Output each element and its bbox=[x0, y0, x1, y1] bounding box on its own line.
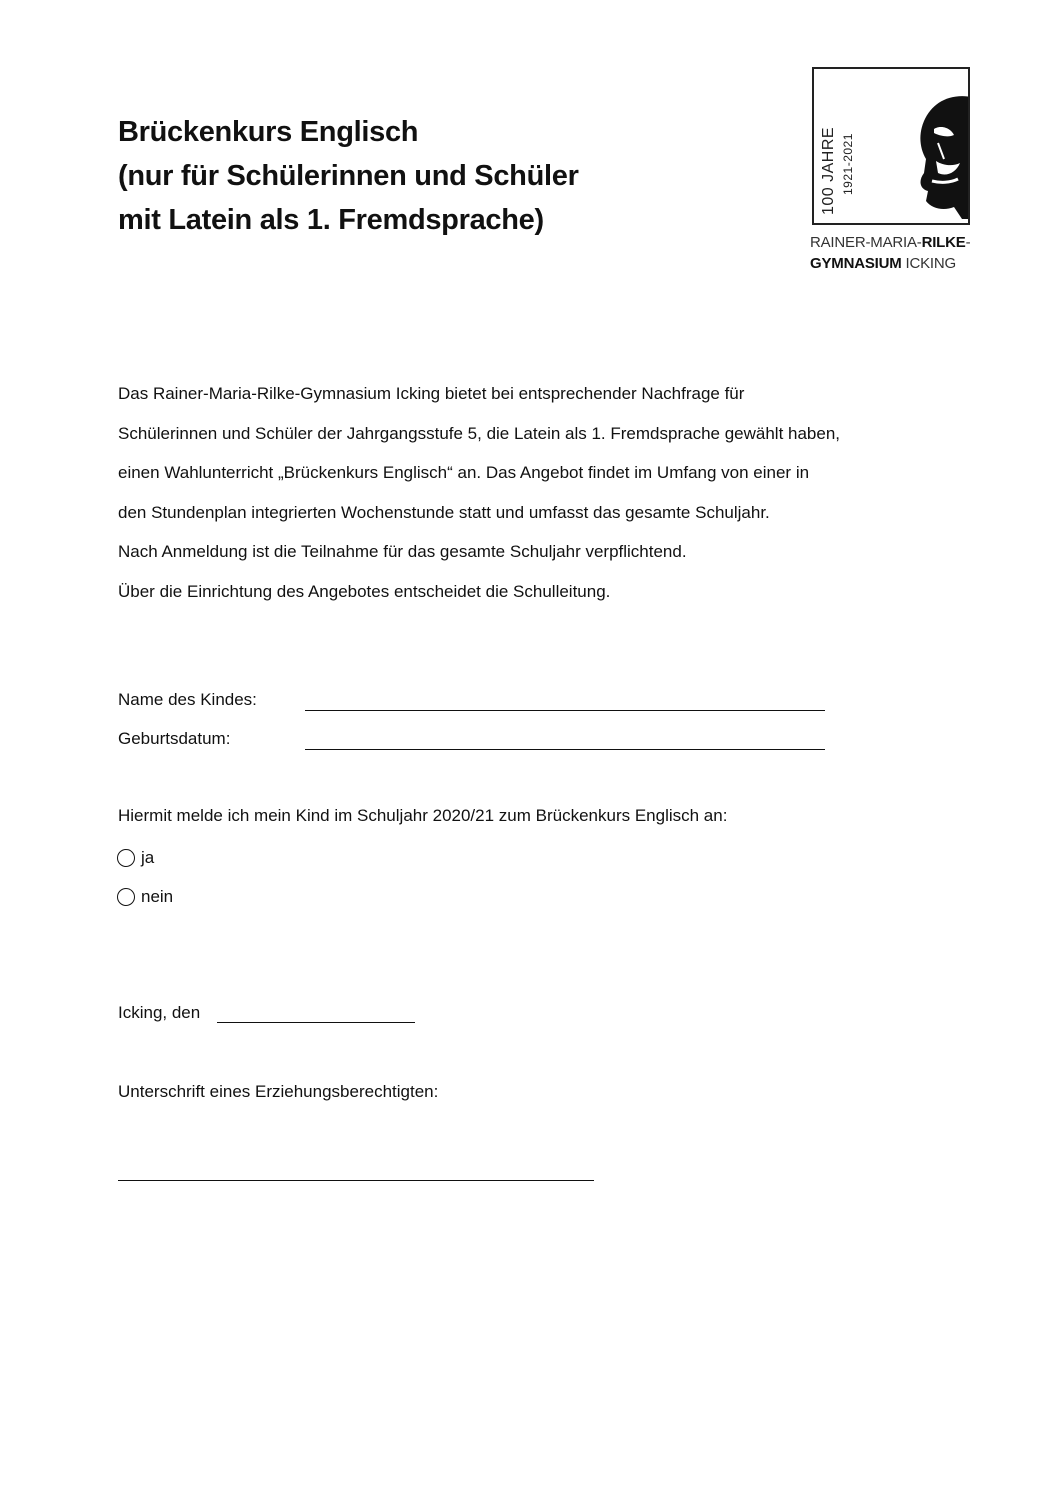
place-date-label: Icking, den bbox=[118, 1003, 201, 1022]
radio-no[interactable] bbox=[117, 888, 135, 906]
title-line-2: (nur für Schülerinnen und Schüler bbox=[118, 160, 579, 192]
birth-date-field[interactable] bbox=[305, 749, 825, 750]
date-field[interactable] bbox=[217, 1022, 415, 1023]
birth-date-row bbox=[118, 729, 838, 759]
paragraph-line: Über die Einrichtung des Angebotes entscheidet die Schulleitung. bbox=[118, 581, 611, 601]
intro-paragraph bbox=[118, 374, 938, 611]
logo-school-name-line-2: GYMNASIUM ICKING bbox=[810, 255, 956, 272]
logo-anniversary-text: 100 JAHRE bbox=[820, 126, 837, 215]
portrait-icon bbox=[814, 69, 970, 225]
child-name-label: Name des Kindes: bbox=[118, 690, 257, 709]
title-line-1: Brückenkurs Englisch bbox=[118, 116, 419, 148]
child-name-field[interactable] bbox=[305, 710, 825, 711]
radio-yes[interactable] bbox=[117, 849, 135, 867]
birth-date-label: Geburtsdatum: bbox=[118, 729, 231, 748]
logo-school-name-line-1: RAINER-MARIA-RILKE- bbox=[810, 234, 971, 251]
consent-statement: Hiermit melde ich mein Kind im Schuljahr 2020/21 zum Brückenkurs Englisch an: bbox=[118, 806, 728, 825]
signature-label: Unterschrift eines Erziehungsberechtigten: bbox=[118, 1082, 439, 1101]
signature-field[interactable] bbox=[118, 1180, 594, 1181]
paragraph-line: Nach Anmeldung ist die Teilnahme für das gesamte Schuljahr verpflichtend. bbox=[118, 542, 687, 561]
paragraph-line: einen Wahlunterricht „Brückenkurs Englisch“ an. Das Angebot findet im Umfang von einer in bbox=[118, 463, 810, 482]
paragraph-line: Das Rainer-Maria-Rilke-Gymnasium Icking bietet bei entsprechender Nachfrage für bbox=[118, 384, 745, 403]
document-title bbox=[118, 110, 738, 242]
paragraph-line: Schülerinnen und Schüler der Jahrgangsstufe 5, die Latein als 1. Fremdsprache gewählt haben, bbox=[118, 423, 841, 443]
paragraph-line: den Stundenplan integrierten Wochenstunde statt und umfasst das gesamte Schuljahr. bbox=[118, 502, 770, 522]
school-logo bbox=[812, 67, 972, 277]
logo-frame bbox=[812, 67, 970, 225]
title-line-3: mit Latein als 1. Fremdsprache) bbox=[118, 204, 544, 236]
option-no-label: nein bbox=[141, 887, 174, 906]
child-name-row bbox=[118, 690, 838, 720]
logo-years-text: 1921-2021 bbox=[841, 133, 855, 195]
option-yes-label: ja bbox=[141, 848, 155, 867]
